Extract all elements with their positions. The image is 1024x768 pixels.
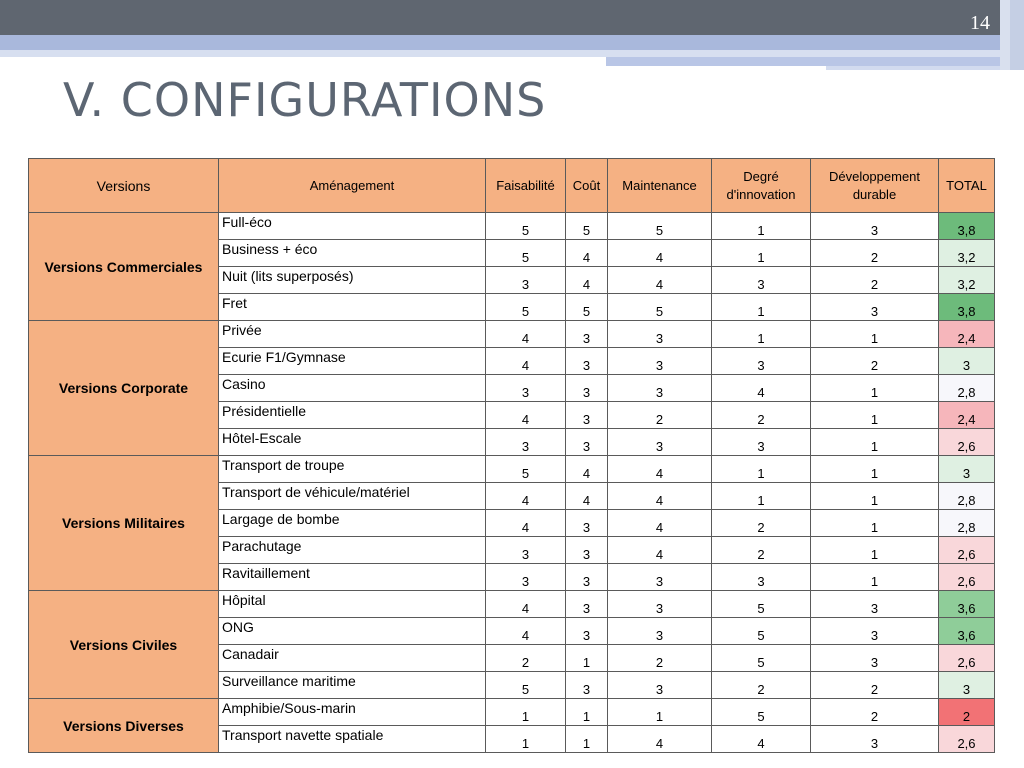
total-cell: 2,4: [939, 321, 995, 348]
score-cell: 3: [566, 375, 608, 402]
score-cell: 4: [486, 591, 566, 618]
row-name: Transport de véhicule/matériel: [219, 483, 486, 510]
score-cell: 2: [811, 699, 939, 726]
score-cell: 3: [608, 321, 712, 348]
row-name: Privée: [219, 321, 486, 348]
score-cell: 2: [811, 348, 939, 375]
score-cell: 5: [608, 294, 712, 321]
score-cell: 2: [811, 267, 939, 294]
score-cell: 3: [811, 726, 939, 753]
score-cell: 1: [811, 402, 939, 429]
header-developpement-durable: Développement durable: [811, 159, 939, 213]
total-cell: 3: [939, 672, 995, 699]
score-cell: 1: [566, 699, 608, 726]
row-name: Surveillance maritime: [219, 672, 486, 699]
score-cell: 1: [811, 456, 939, 483]
score-cell: 3: [566, 564, 608, 591]
total-cell: 3: [939, 348, 995, 375]
score-cell: 5: [566, 213, 608, 240]
score-cell: 5: [486, 213, 566, 240]
score-cell: 4: [608, 726, 712, 753]
score-cell: 1: [712, 321, 811, 348]
total-cell: 3: [939, 456, 995, 483]
score-cell: 2: [608, 645, 712, 672]
total-cell: 3,2: [939, 267, 995, 294]
score-cell: 3: [712, 564, 811, 591]
score-cell: 3: [712, 429, 811, 456]
header-cout: Coût: [566, 159, 608, 213]
score-cell: 5: [486, 240, 566, 267]
row-name: Casino: [219, 375, 486, 402]
score-cell: 4: [608, 510, 712, 537]
score-cell: 4: [608, 483, 712, 510]
total-cell: 2: [939, 699, 995, 726]
score-cell: 2: [811, 672, 939, 699]
score-cell: 1: [712, 213, 811, 240]
header-row: [29, 159, 995, 213]
score-cell: 5: [712, 591, 811, 618]
score-cell: 3: [811, 591, 939, 618]
header-amenagement: Aménagement: [219, 159, 486, 213]
header-total: TOTAL: [939, 159, 995, 213]
score-cell: 1: [811, 321, 939, 348]
score-cell: 3: [712, 348, 811, 375]
score-cell: 4: [712, 726, 811, 753]
group-label: Versions Diverses: [29, 699, 219, 753]
group-label: Versions Commerciales: [29, 213, 219, 321]
score-cell: 4: [486, 348, 566, 375]
total-cell: 2,6: [939, 537, 995, 564]
score-cell: 3: [608, 564, 712, 591]
total-cell: 2,8: [939, 375, 995, 402]
total-cell: 2,6: [939, 564, 995, 591]
score-cell: 3: [566, 618, 608, 645]
row-name: Parachutage: [219, 537, 486, 564]
score-cell: 1: [712, 240, 811, 267]
score-cell: 4: [486, 510, 566, 537]
row-name: Largage de bombe: [219, 510, 486, 537]
total-cell: 2,6: [939, 645, 995, 672]
score-cell: 5: [712, 699, 811, 726]
row-name: ONG: [219, 618, 486, 645]
score-cell: 1: [486, 699, 566, 726]
score-cell: 3: [566, 321, 608, 348]
score-cell: 3: [486, 564, 566, 591]
group-label: Versions Civiles: [29, 591, 219, 699]
score-cell: 5: [608, 213, 712, 240]
row-name: Transport de troupe: [219, 456, 486, 483]
score-cell: 5: [712, 645, 811, 672]
total-cell: 2,6: [939, 726, 995, 753]
score-cell: 2: [486, 645, 566, 672]
score-cell: 4: [608, 267, 712, 294]
score-cell: 1: [566, 726, 608, 753]
score-cell: 2: [712, 510, 811, 537]
score-cell: 5: [712, 618, 811, 645]
score-cell: 1: [811, 564, 939, 591]
row-name: Amphibie/Sous-marin: [219, 699, 486, 726]
score-cell: 4: [486, 618, 566, 645]
score-cell: 3: [486, 267, 566, 294]
score-cell: 2: [712, 672, 811, 699]
score-cell: 3: [486, 375, 566, 402]
score-cell: 4: [608, 240, 712, 267]
total-cell: 3,6: [939, 591, 995, 618]
score-cell: 5: [566, 294, 608, 321]
score-cell: 2: [811, 240, 939, 267]
score-cell: 3: [608, 672, 712, 699]
table-row: [29, 456, 995, 483]
row-name: Nuit (lits superposés): [219, 267, 486, 294]
score-cell: 3: [811, 294, 939, 321]
decor-band: [0, 35, 1024, 50]
decor-edge: [1010, 0, 1024, 70]
score-cell: 1: [811, 537, 939, 564]
score-cell: 3: [811, 618, 939, 645]
total-cell: 2,8: [939, 483, 995, 510]
header-degre-innovation: Degré d'innovation: [712, 159, 811, 213]
score-cell: 1: [811, 483, 939, 510]
total-cell: 3,8: [939, 213, 995, 240]
decor-band: [0, 50, 1024, 57]
score-cell: 3: [608, 618, 712, 645]
score-cell: 5: [486, 456, 566, 483]
score-cell: 1: [712, 483, 811, 510]
score-cell: 3: [566, 429, 608, 456]
score-cell: 4: [712, 375, 811, 402]
score-cell: 3: [566, 672, 608, 699]
row-name: Business + éco: [219, 240, 486, 267]
score-cell: 4: [566, 483, 608, 510]
score-cell: 4: [486, 483, 566, 510]
score-cell: 4: [608, 456, 712, 483]
score-cell: 1: [811, 375, 939, 402]
row-name: Présidentielle: [219, 402, 486, 429]
header-maintenance: Maintenance: [608, 159, 712, 213]
row-name: Fret: [219, 294, 486, 321]
row-name: Hôtel-Escale: [219, 429, 486, 456]
score-cell: 3: [566, 510, 608, 537]
header-faisabilite: Faisabilité: [486, 159, 566, 213]
group-label: Versions Militaires: [29, 456, 219, 591]
total-cell: 2,6: [939, 429, 995, 456]
score-cell: 4: [486, 321, 566, 348]
top-bar: [0, 0, 1024, 35]
score-cell: 2: [608, 402, 712, 429]
row-name: Full-éco: [219, 213, 486, 240]
score-cell: 1: [566, 645, 608, 672]
table-row: [29, 591, 995, 618]
total-cell: 3,2: [939, 240, 995, 267]
score-cell: 4: [608, 537, 712, 564]
score-cell: 1: [486, 726, 566, 753]
row-name: Transport navette spatiale: [219, 726, 486, 753]
score-cell: 3: [566, 402, 608, 429]
score-cell: 4: [566, 267, 608, 294]
score-cell: 2: [712, 537, 811, 564]
score-cell: 4: [486, 402, 566, 429]
table-row: [29, 213, 995, 240]
score-cell: 3: [712, 267, 811, 294]
configurations-table: [28, 158, 995, 753]
score-cell: 1: [811, 510, 939, 537]
score-cell: 2: [712, 402, 811, 429]
row-name: Ravitaillement: [219, 564, 486, 591]
score-cell: 5: [486, 672, 566, 699]
decor-band: [606, 57, 1024, 66]
score-cell: 3: [608, 375, 712, 402]
score-cell: 3: [486, 429, 566, 456]
score-cell: 3: [608, 348, 712, 375]
slide-title: V. CONFIGURATIONS: [63, 73, 547, 127]
total-cell: 2,4: [939, 402, 995, 429]
decor-band: [826, 66, 1024, 70]
score-cell: 3: [486, 537, 566, 564]
score-cell: 3: [608, 429, 712, 456]
score-cell: 1: [712, 456, 811, 483]
total-cell: 3,6: [939, 618, 995, 645]
table-row: [29, 321, 995, 348]
group-label: Versions Corporate: [29, 321, 219, 456]
page-number: 14: [970, 12, 990, 34]
row-name: Canadair: [219, 645, 486, 672]
score-cell: 5: [486, 294, 566, 321]
score-cell: 1: [712, 294, 811, 321]
score-cell: 4: [566, 240, 608, 267]
score-cell: 3: [566, 348, 608, 375]
score-cell: 3: [811, 645, 939, 672]
score-cell: 4: [566, 456, 608, 483]
header-versions: Versions: [29, 159, 219, 213]
total-cell: 3,8: [939, 294, 995, 321]
total-cell: 2,8: [939, 510, 995, 537]
table-row: [29, 699, 995, 726]
score-cell: 1: [811, 429, 939, 456]
score-cell: 3: [566, 537, 608, 564]
score-cell: 3: [811, 213, 939, 240]
score-cell: 1: [608, 699, 712, 726]
row-name: Ecurie F1/Gymnase: [219, 348, 486, 375]
score-cell: 3: [566, 591, 608, 618]
score-cell: 3: [608, 591, 712, 618]
row-name: Hôpital: [219, 591, 486, 618]
